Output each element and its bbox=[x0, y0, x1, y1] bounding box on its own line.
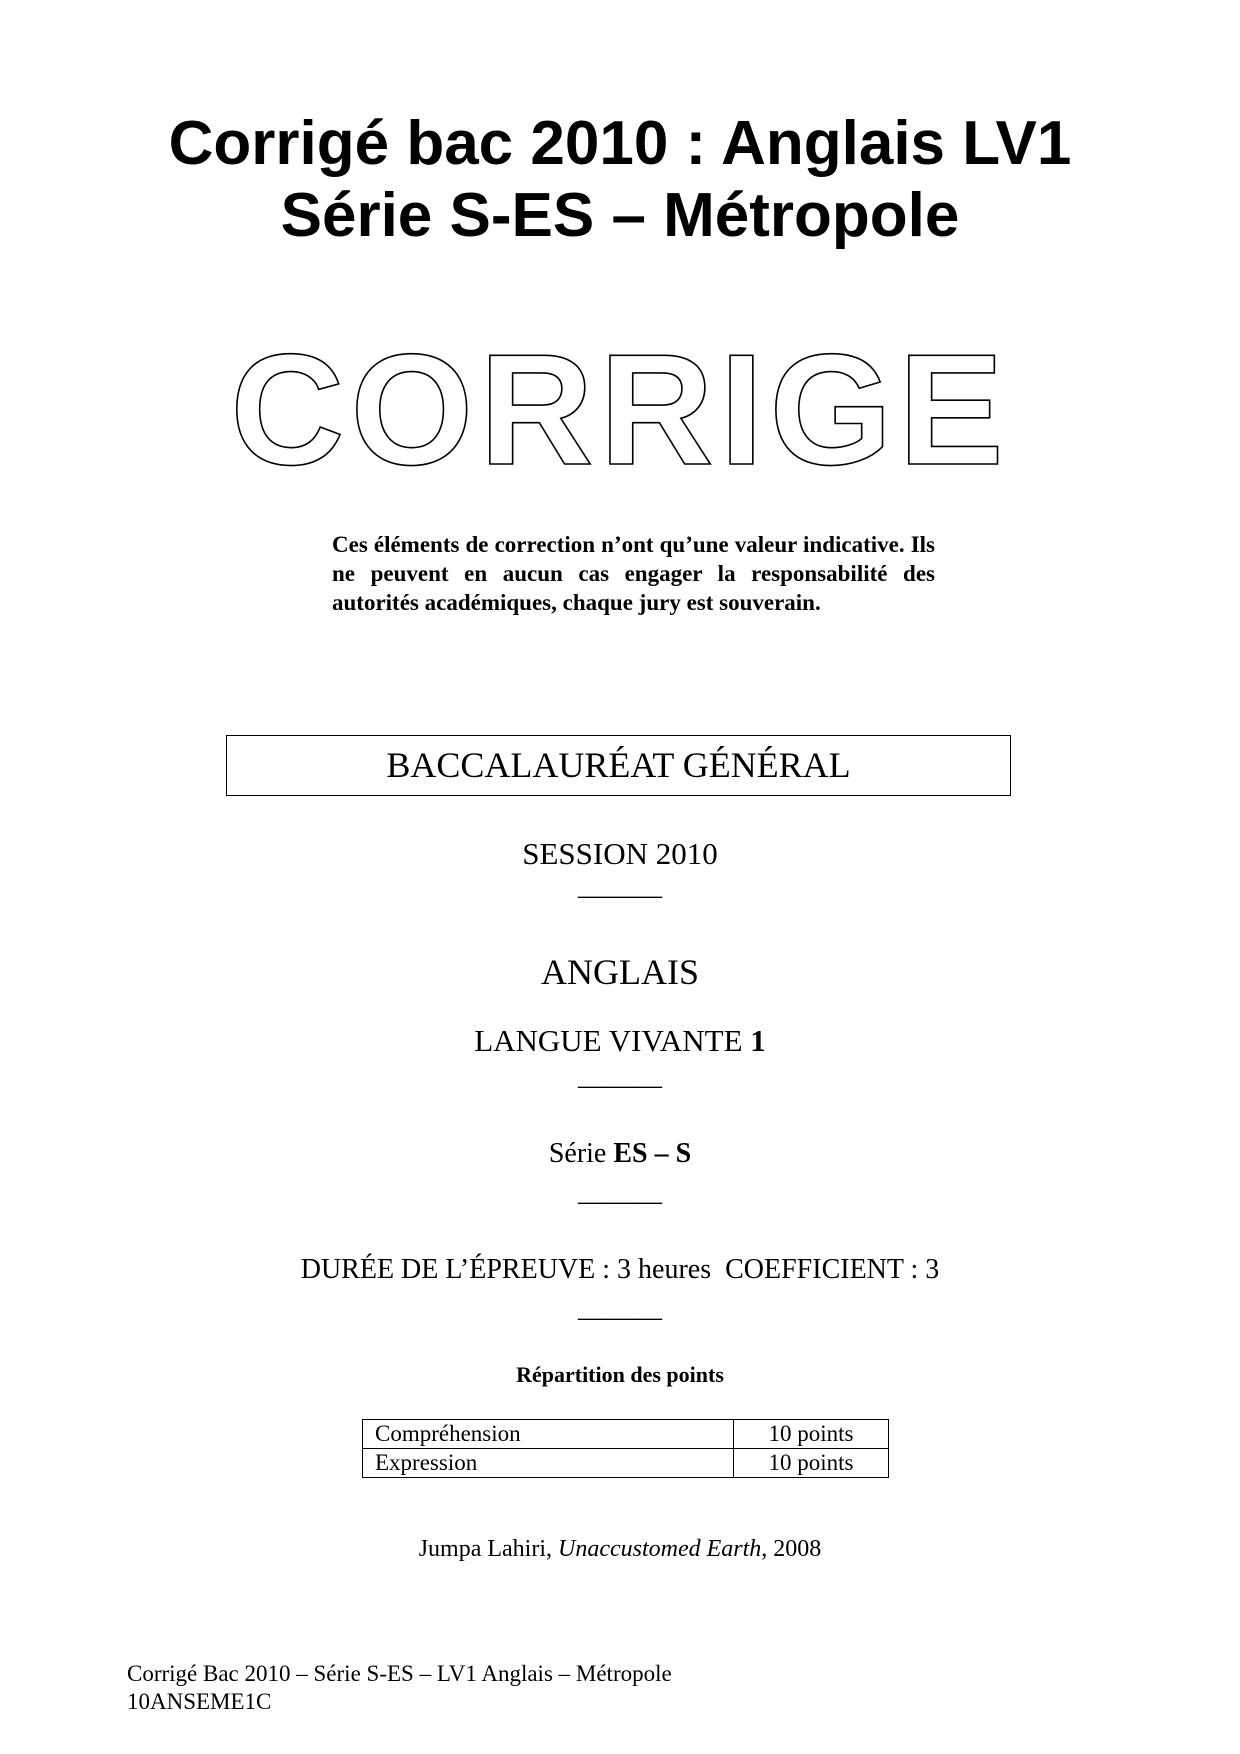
citation-work: Unaccustomed Earth bbox=[558, 1536, 762, 1562]
session-label: SESSION 2010 bbox=[522, 836, 718, 871]
repartition-title: Répartition des points bbox=[516, 1362, 724, 1387]
serie-label bbox=[0, 1138, 1240, 1170]
footer-line1: Corrigé Bac 2010 – Série S-ES – LV1 Anglais – Métropole bbox=[127, 1661, 672, 1686]
subject-label: ANGLAIS bbox=[541, 952, 699, 992]
duree-coefficient-line: DURÉE DE L’ÉPREUVE : 3 heures COEFFICIENT : 3 bbox=[300, 1254, 940, 1285]
separator-rule: ——— bbox=[578, 1070, 662, 1101]
row-label: Expression bbox=[363, 1449, 734, 1478]
source-citation bbox=[0, 1536, 1240, 1563]
row-points: 10 points bbox=[734, 1449, 889, 1478]
serie-value: ES – S bbox=[613, 1138, 692, 1169]
langue-prefix: LANGUE VIVANTE bbox=[474, 1023, 751, 1058]
table-row bbox=[363, 1449, 889, 1478]
table-row bbox=[363, 1420, 889, 1449]
separator-rule: ——— bbox=[578, 1302, 662, 1333]
page-footer bbox=[127, 1660, 672, 1716]
row-label: Compréhension bbox=[363, 1420, 734, 1449]
footer-code: 10ANSEME1C bbox=[127, 1689, 272, 1714]
bac-title-box: BACCALAURÉAT GÉNÉRAL bbox=[226, 735, 1011, 796]
disclaimer-paragraph: Ces éléments de correction n’ont qu’une valeur indicative. Ils ne peuvent en aucun cas engager la responsabilité des autorités académiques, chaque jury est souverain. bbox=[332, 532, 935, 615]
points-table bbox=[362, 1419, 889, 1478]
separator-rule: ——— bbox=[578, 1186, 662, 1217]
citation-year: , 2008 bbox=[761, 1536, 822, 1562]
langue-number: 1 bbox=[750, 1023, 766, 1058]
document-title-line2: Série S-ES – Métropole bbox=[280, 181, 960, 250]
langue-vivante-label bbox=[0, 1023, 1240, 1059]
document-title-line1: Corrigé bac 2010 : Anglais LV1 bbox=[168, 109, 1072, 178]
separator-rule: ——— bbox=[578, 880, 662, 911]
serie-prefix: Série bbox=[548, 1138, 614, 1169]
row-points: 10 points bbox=[734, 1420, 889, 1449]
citation-author: Jumpa Lahiri, bbox=[418, 1536, 558, 1562]
corrige-stamp: CORRIGE bbox=[230, 322, 1010, 498]
